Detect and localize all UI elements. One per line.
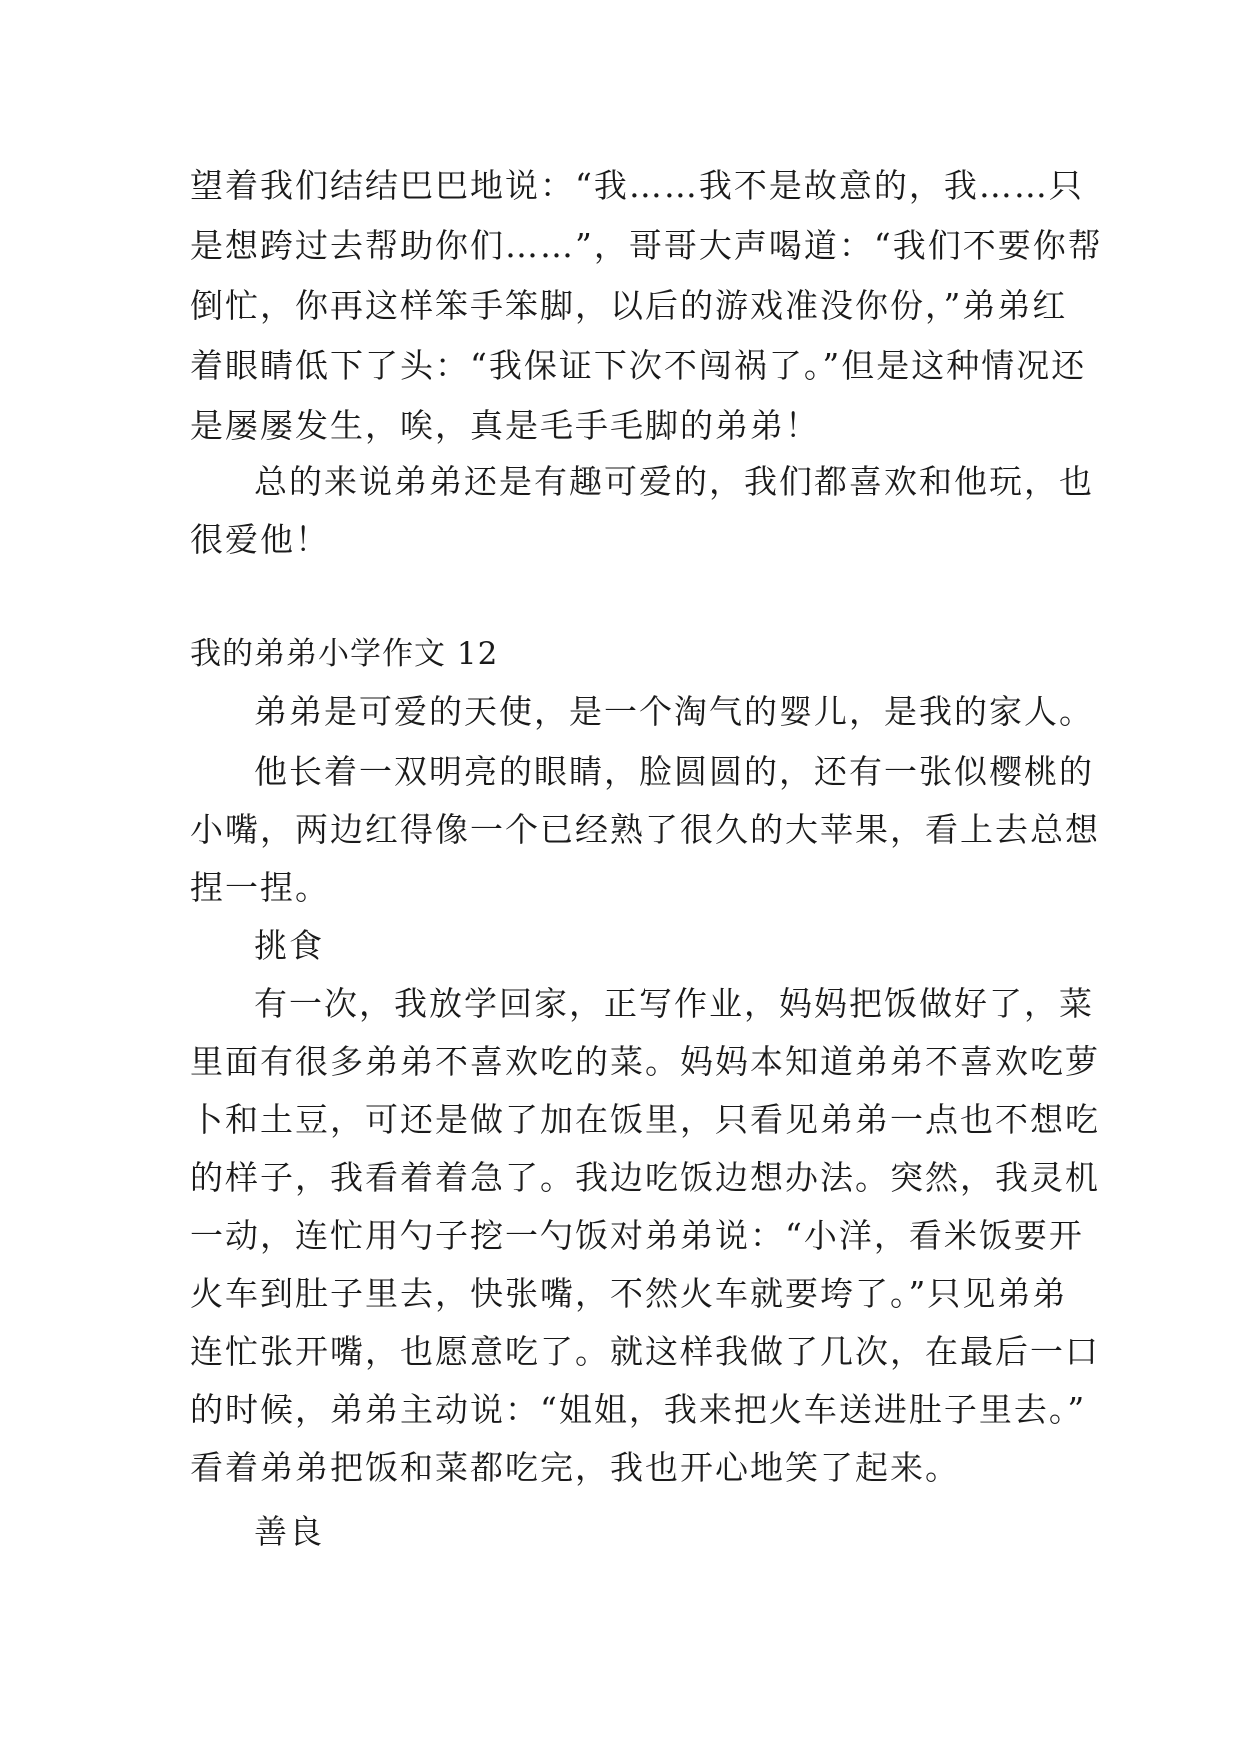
section-title: 我的弟弟小学作文 12 [190, 636, 499, 672]
paragraph-line: 着眼睛低下了头：“我保证下次不闯祸了。”但是这种情况还 [190, 346, 1087, 385]
paragraph-line: 总的来说弟弟还是有趣可爱的，我们都喜欢和他玩，也 [254, 462, 1094, 501]
paragraph-line: 有一次，我放学回家，正写作业，妈妈把饭做好了，菜 [254, 984, 1094, 1023]
paragraph-line: 一动，连忙用勺子挖一勺饭对弟弟说：“小洋，看米饭要开 [190, 1216, 1084, 1255]
paragraph-line: 的样子，我看着着急了。我边吃饭边想办法。突然，我灵机 [190, 1158, 1100, 1197]
paragraph-line: 的时候，弟弟主动说：“姐姐，我来把火车送进肚子里去。” [190, 1390, 1087, 1429]
paragraph-line: 里面有很多弟弟不喜欢吃的菜。妈妈本知道弟弟不喜欢吃萝 [190, 1042, 1100, 1081]
subheading-picky: 挑食 [254, 926, 324, 965]
paragraph-line: 是屡屡发生，唉，真是毛手毛脚的弟弟！ [190, 406, 820, 445]
paragraph-line: 倒忙，你再这样笨手笨脚，以后的游戏准没你份，”弟弟红 [190, 286, 1068, 325]
paragraph-line: 望着我们结结巴巴地说：“我……我不是故意的，我……只 [190, 166, 1084, 205]
paragraph-line: 他长着一双明亮的眼睛，脸圆圆的，还有一张似樱桃的 [254, 752, 1094, 791]
paragraph-line: 小嘴，两边红得像一个已经熟了很久的大苹果，看上去总想 [190, 810, 1100, 849]
paragraph-line: 连忙张开嘴，也愿意吃了。就这样我做了几次，在最后一口 [190, 1332, 1100, 1371]
paragraph-line: 弟弟是可爱的天使，是一个淘气的婴儿，是我的家人。 [254, 692, 1094, 731]
paragraph-line: 火车到肚子里去，快张嘴，不然火车就要垮了。”只见弟弟 [190, 1274, 1068, 1313]
paragraph-line: 捏一捏。 [190, 868, 330, 907]
paragraph-line: 卜和土豆，可还是做了加在饭里，只看见弟弟一点也不想吃 [190, 1100, 1100, 1139]
subheading-kind: 善良 [254, 1512, 324, 1551]
paragraph-line: 是想跨过去帮助你们……”，哥哥大声喝道：“我们不要你帮 [190, 226, 1103, 265]
paragraph-line: 看着弟弟把饭和菜都吃完，我也开心地笑了起来。 [190, 1448, 960, 1487]
paragraph-line: 很爱他！ [190, 520, 330, 559]
